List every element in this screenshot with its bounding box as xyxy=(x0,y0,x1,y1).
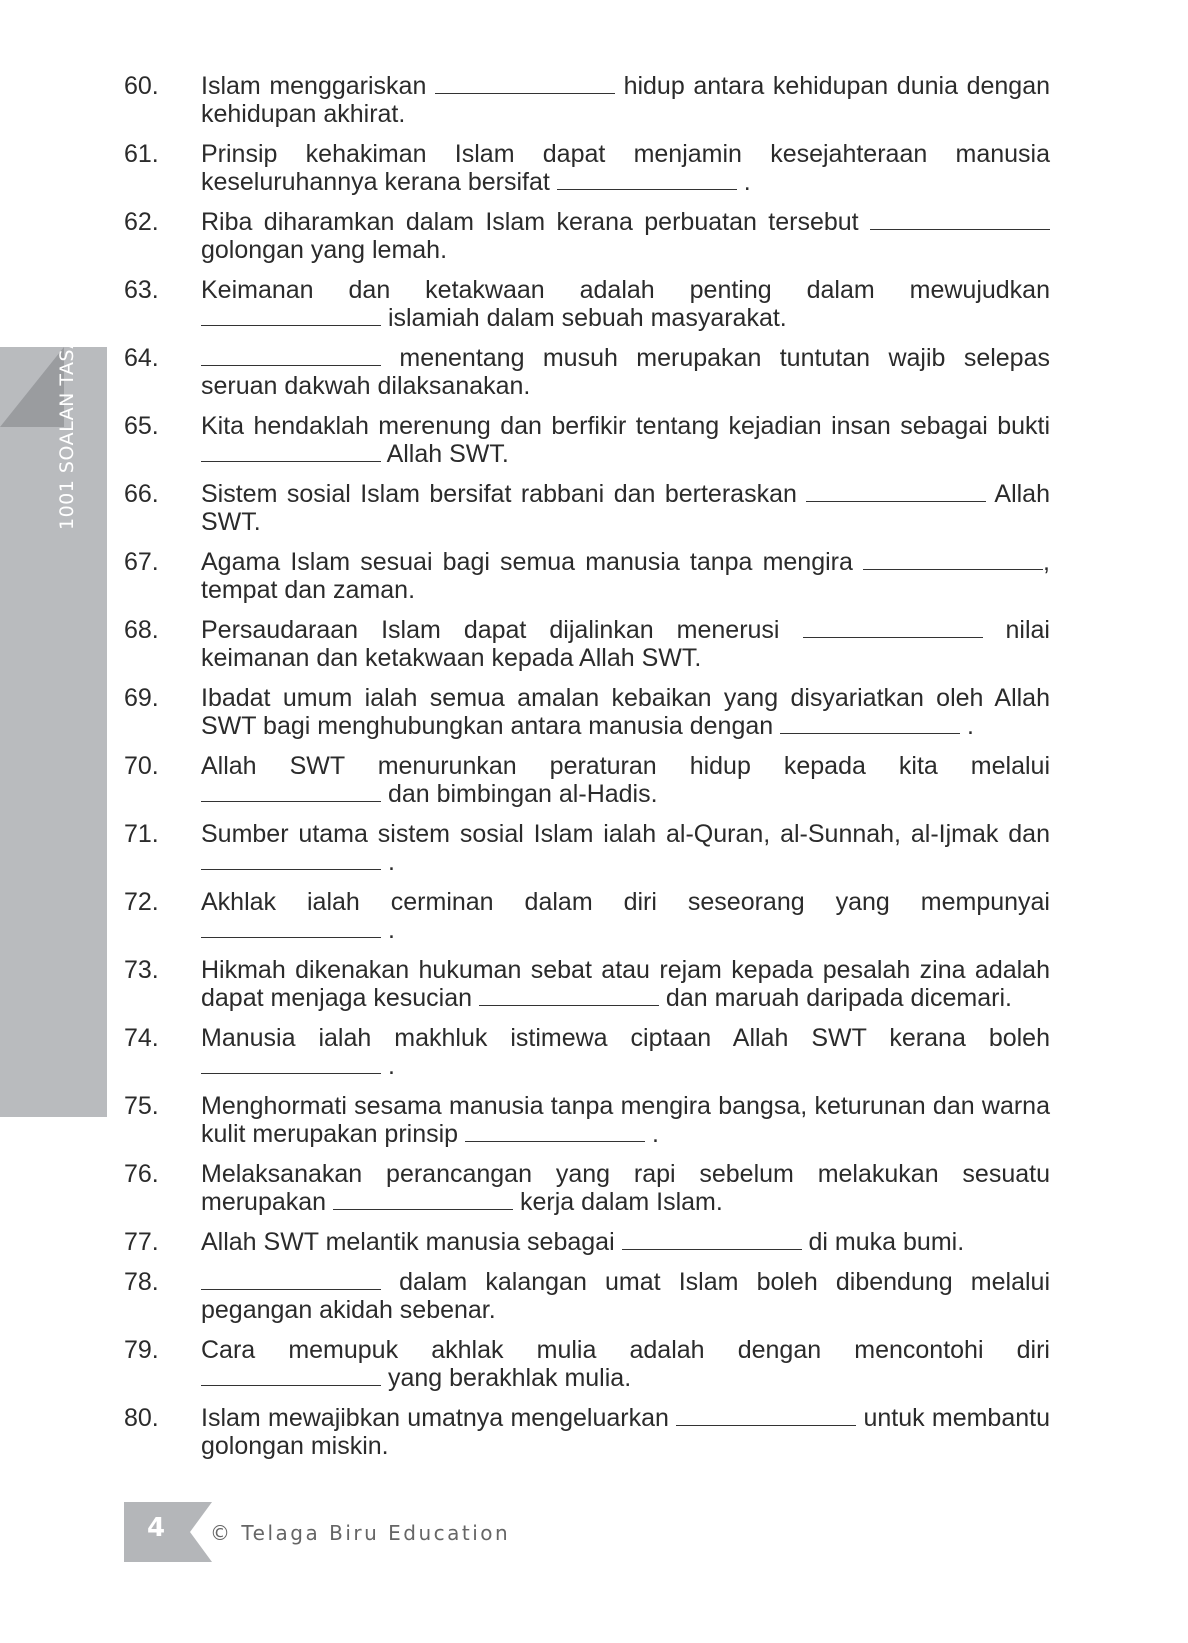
question-number: 69. xyxy=(124,684,159,712)
question-number: 63. xyxy=(124,276,159,304)
question-text xyxy=(201,72,1050,128)
question-item xyxy=(124,752,1050,808)
question-text-before: Melaksanakan perancangan yang rapi sebelum melakukan sesuatu merupakan xyxy=(201,1160,1050,1216)
question-text-after: yang berakhlak mulia. xyxy=(381,1364,632,1392)
question-text xyxy=(201,820,1050,876)
question-number: 73. xyxy=(124,956,159,984)
question-item xyxy=(124,344,1050,400)
question-text-after: . xyxy=(645,1120,659,1148)
answer-blank[interactable] xyxy=(557,169,737,190)
question-text-before: Sistem sosial Islam bersifat rabbani dan berteraskan xyxy=(201,480,807,508)
answer-blank[interactable] xyxy=(676,1405,856,1426)
question-number: 64. xyxy=(124,344,159,372)
question-text xyxy=(201,140,1050,196)
answer-blank[interactable] xyxy=(435,73,615,94)
question-text-before: Ibadat umum ialah semua amalan kebaikan yang disyariatkan oleh Allah SWT bagi menghubungkan antara manusia dengan xyxy=(201,684,1050,740)
question-number: 68. xyxy=(124,616,159,644)
answer-blank[interactable] xyxy=(201,345,381,366)
question-text-after: dalam kalangan umat Islam boleh dibendung melalui pegangan akidah sebenar. xyxy=(201,1268,1050,1324)
question-text-after: . xyxy=(381,916,395,944)
question-number: 75. xyxy=(124,1092,159,1120)
question-text-before: Prinsip kehakiman Islam dapat menjamin kesejahteraan manusia keseluruhannya kerana bersifat xyxy=(201,140,1050,196)
question-item xyxy=(124,1336,1050,1392)
question-text xyxy=(201,276,1050,332)
question-text-before: Allah SWT melantik manusia sebagai xyxy=(201,1228,622,1256)
question-text-before: Persaudaraan Islam dapat dijalinkan menerusi xyxy=(201,616,803,644)
question-text xyxy=(201,1024,1050,1080)
question-text xyxy=(201,548,1050,604)
question-list xyxy=(124,72,1050,1472)
question-text xyxy=(201,1336,1050,1392)
question-text-after: nilai keimanan dan ketakwaan kepada Allah SWT. xyxy=(201,616,1050,672)
question-text-before: Kita hendaklah merenung dan berfikir tentang kejadian insan sebagai bukti xyxy=(201,412,1050,440)
question-text xyxy=(201,412,1050,468)
answer-blank[interactable] xyxy=(201,441,381,462)
question-text xyxy=(201,752,1050,808)
answer-blank[interactable] xyxy=(201,1269,381,1290)
answer-blank[interactable] xyxy=(201,917,381,938)
answer-blank[interactable] xyxy=(201,781,381,802)
question-item xyxy=(124,140,1050,196)
question-text xyxy=(201,344,1050,400)
side-tab xyxy=(0,347,107,1117)
question-item xyxy=(124,1404,1050,1460)
answer-blank[interactable] xyxy=(806,481,986,502)
question-number: 72. xyxy=(124,888,159,916)
question-item xyxy=(124,1160,1050,1216)
question-number: 61. xyxy=(124,140,159,168)
question-text-before: Islam menggariskan xyxy=(201,72,435,100)
question-item xyxy=(124,548,1050,604)
book-title: 1001 SOALAN TASAWWUR ISLAM SPM xyxy=(56,154,78,530)
question-item xyxy=(124,820,1050,876)
question-text-after: Allah SWT. xyxy=(381,440,509,468)
question-number: 66. xyxy=(124,480,159,508)
question-number: 77. xyxy=(124,1228,159,1256)
question-text xyxy=(201,1160,1050,1216)
question-text-before: Manusia ialah makhluk istimewa ciptaan Allah SWT kerana boleh xyxy=(201,1024,1050,1052)
question-text-before: Islam mewajibkan umatnya mengeluarkan xyxy=(201,1404,677,1432)
question-text-before: Sumber utama sistem sosial Islam ialah al-Quran, al-Sunnah, al-Ijmak dan xyxy=(201,820,1050,848)
question-item xyxy=(124,956,1050,1012)
copyright-text: © Telaga Biru Education xyxy=(210,1521,511,1545)
answer-blank[interactable] xyxy=(780,713,960,734)
answer-blank[interactable] xyxy=(803,617,983,638)
answer-blank[interactable] xyxy=(479,985,659,1006)
side-band xyxy=(0,347,107,1117)
question-number: 65. xyxy=(124,412,159,440)
question-text-after: . xyxy=(381,848,395,876)
question-text xyxy=(201,684,1050,740)
question-item xyxy=(124,480,1050,536)
question-text-after: kerja dalam Islam. xyxy=(513,1188,723,1216)
question-item xyxy=(124,72,1050,128)
question-number: 80. xyxy=(124,1404,159,1432)
answer-blank[interactable] xyxy=(465,1121,645,1142)
question-text-before: Hikmah dikenakan hukuman sebat atau rejam kepada pesalah zina adalah dapat menjaga kesucian xyxy=(201,956,1050,1012)
question-item xyxy=(124,276,1050,332)
page-number: 4 xyxy=(147,1513,166,1543)
answer-blank[interactable] xyxy=(622,1229,802,1250)
question-text-before: Menghormati sesama manusia tanpa mengira bangsa, keturunan dan warna kulit merupakan prinsip xyxy=(201,1092,1050,1148)
question-text-after: Allah SWT. xyxy=(201,480,1050,536)
question-text-after: golongan yang lemah. xyxy=(201,236,448,264)
question-number: 62. xyxy=(124,208,159,236)
question-text-before: Cara memupuk akhlak mulia adalah dengan mencontohi diri xyxy=(201,1336,1050,1364)
answer-blank[interactable] xyxy=(201,849,381,870)
answer-blank[interactable] xyxy=(863,549,1043,570)
question-text-after: islamiah dalam sebuah masyarakat. xyxy=(381,304,787,332)
question-text xyxy=(201,1228,1050,1256)
question-text xyxy=(201,208,1050,264)
question-number: 71. xyxy=(124,820,159,848)
question-text-after: dan bimbingan al-Hadis. xyxy=(381,780,658,808)
question-text-before: Allah SWT menurunkan peraturan hidup kepada kita melalui xyxy=(201,752,1050,780)
question-number: 67. xyxy=(124,548,159,576)
answer-blank[interactable] xyxy=(870,209,1050,230)
question-text-after: hidup antara kehidupan dunia dengan kehidupan akhirat. xyxy=(201,72,1050,128)
question-text xyxy=(201,1404,1050,1460)
question-number: 74. xyxy=(124,1024,159,1052)
question-number: 70. xyxy=(124,752,159,780)
question-text xyxy=(201,616,1050,672)
answer-blank[interactable] xyxy=(201,1365,381,1386)
question-item xyxy=(124,684,1050,740)
question-text xyxy=(201,956,1050,1012)
question-text-after: dan maruah daripada dicemari. xyxy=(658,984,1012,1012)
question-text-after: menentang musuh merupakan tuntutan wajib selepas seruan dakwah dilaksanakan. xyxy=(201,344,1050,400)
question-text-after: di muka bumi. xyxy=(801,1228,965,1256)
question-item xyxy=(124,1268,1050,1324)
question-item xyxy=(124,208,1050,264)
question-item xyxy=(124,1092,1050,1148)
question-text-after: , tempat dan zaman. xyxy=(201,548,1050,604)
question-text-before: Agama Islam sesuai bagi semua manusia tanpa mengira xyxy=(201,548,864,576)
question-text-after: . xyxy=(736,168,751,196)
question-item xyxy=(124,1228,1050,1256)
question-text-after: . xyxy=(960,712,975,740)
question-text-after: . xyxy=(381,1052,395,1080)
question-text-after: untuk membantu golongan miskin. xyxy=(201,1404,1050,1460)
question-item xyxy=(124,616,1050,672)
question-text-before: Keimanan dan ketakwaan adalah penting dalam mewujudkan xyxy=(201,276,1050,304)
question-number: 78. xyxy=(124,1268,159,1296)
question-text xyxy=(201,1092,1050,1148)
question-number: 79. xyxy=(124,1336,159,1364)
question-item xyxy=(124,1024,1050,1080)
answer-blank[interactable] xyxy=(333,1189,513,1210)
question-text-before: Akhlak ialah cerminan dalam diri seseorang yang mempunyai xyxy=(201,888,1050,916)
question-number: 60. xyxy=(124,72,159,100)
answer-blank[interactable] xyxy=(201,305,381,326)
question-number: 76. xyxy=(124,1160,159,1188)
question-text xyxy=(201,480,1050,536)
question-item xyxy=(124,412,1050,468)
question-text-before: Riba diharamkan dalam Islam kerana perbuatan tersebut xyxy=(201,208,870,236)
question-item xyxy=(124,888,1050,944)
fold-corner-top xyxy=(0,347,64,427)
question-text xyxy=(201,1268,1050,1324)
answer-blank[interactable] xyxy=(201,1053,381,1074)
question-text xyxy=(201,888,1050,944)
